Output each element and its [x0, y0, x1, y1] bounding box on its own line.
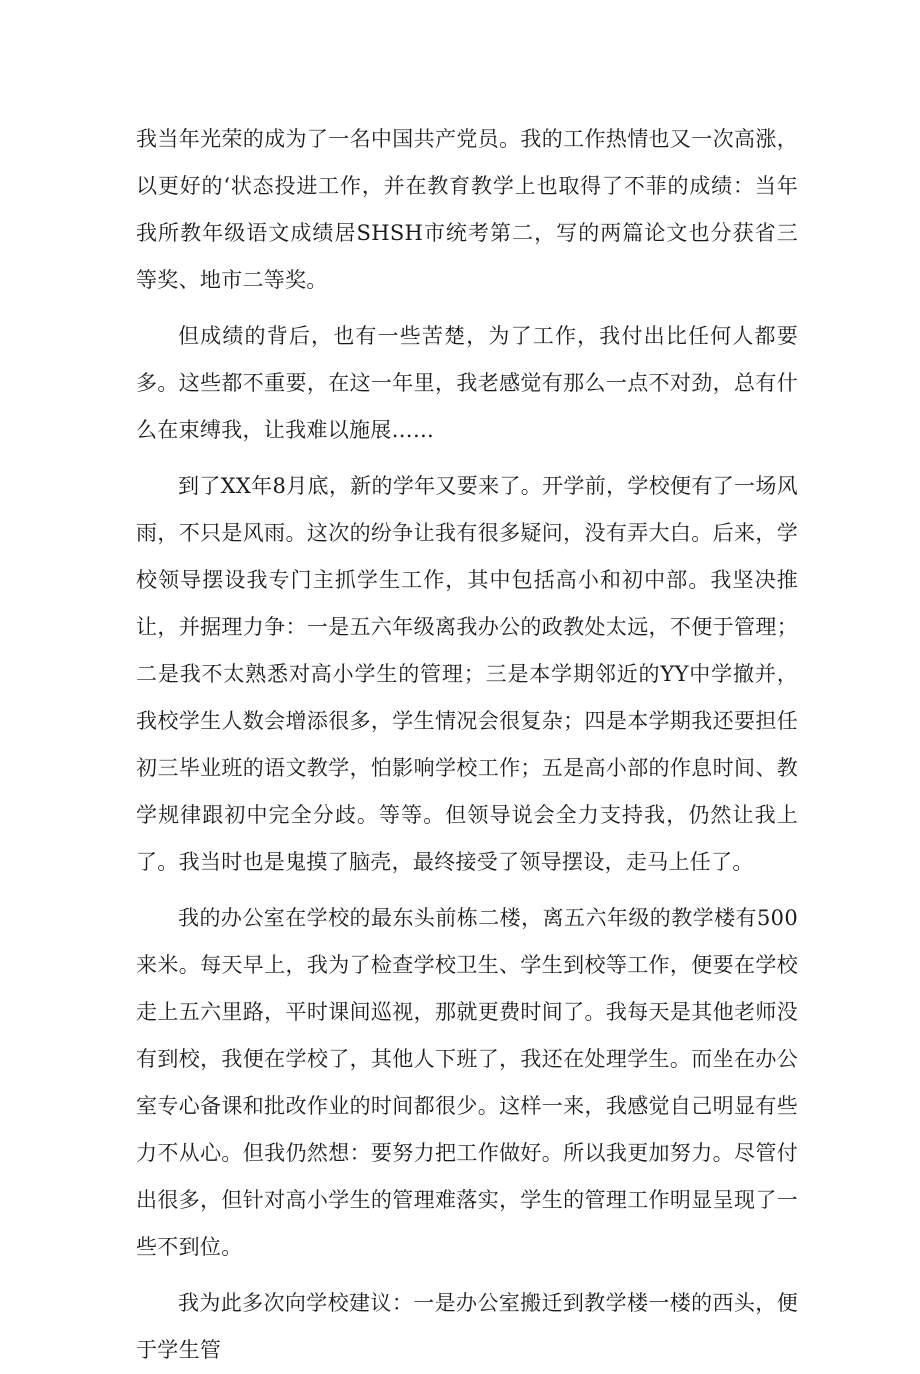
paragraph-2: 但成绩的背后，也有一些苦楚，为了工作，我付出比任何人都要多。这些都不重要，在这一年里，我老感觉有那么一点不对劲，总有什么在束缚我，让我难以施展…… — [136, 324, 798, 442]
paragraph-4: 我的办公室在学校的最东头前栋二楼，离五六年级的教学楼有500来米。每天早上，我为了检查学校卫生、学生到校等工作，便要在学校走上五六里路，平时课间巡视，那就更费时间了。我每天是其他老师没有到校，我便在学校了，其他人下班了，我还在处理学生。而坐在办公室专心备课和批改作业的时间都很少。这样一来，我感觉自己明显有些力不从心。但我仍然想：要努力把工作做好。所以我更加努力。尽管付出很多，但针对高小学生的管理难落实，学生的管理工作明显呈现了一些不到位。 — [136, 906, 798, 1259]
paragraph-1: 我当年光荣的成为了一名中国共产党员。我的工作热情也又一次高涨，以更好的‘状态投进工作，并在教育教学上也取得了不菲的成绩：当年我所教年级语文成绩居SHSH市统考第二，写的两篇论文也分获省三等奖、地市二等奖。 — [136, 127, 798, 292]
document-body — [136, 116, 798, 1374]
paragraph-3: 到了XX年8月底，新的学年又要来了。开学前，学校便有了一场风雨，不只是风雨。这次的纷争让我有很多疑问，没有弄大白。后来，学校领导摆设我专门主抓学生工作，其中包括高小和初中部。我坚决推让，并据理力争：一是五六年级离我办公的政教处太远，不便于管理；二是我不太熟悉对高小学生的管理；三是本学期邻近的YY中学撤并，我校学生人数会增添很多，学生情况会很复杂；四是本学期我还要担任初三毕业班的语文教学，怕影响学校工作；五是高小部的作息时间、教学规律跟初中完全分歧。等等。但领导说会全力支持我，仍然让我上了。我当时也是鬼摸了脑壳，最终接受了领导摆设，走马上任了。 — [136, 474, 798, 874]
paragraph-5: 我为此多次向学校建议：一是办公室搬迁到教学楼一楼的西头，便于学生管 — [136, 1291, 798, 1362]
